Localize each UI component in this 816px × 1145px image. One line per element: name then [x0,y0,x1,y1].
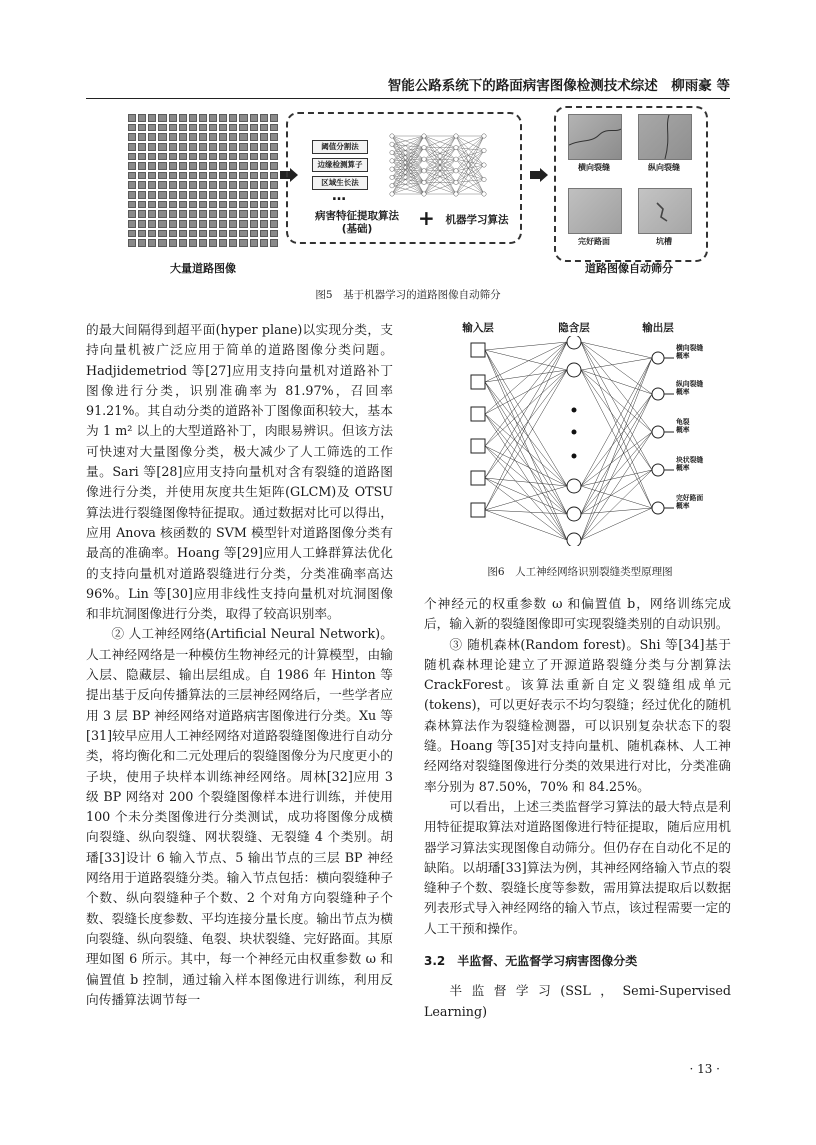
road-image-tile [148,181,156,189]
road-image-tile [128,181,136,189]
road-image-tile [169,172,177,180]
output-label: 横向裂缝 概率 [676,344,704,360]
road-image-tile [169,124,177,132]
road-image-tile [138,133,146,141]
road-image-tile [260,124,268,132]
road-image-tile [250,210,258,218]
road-image-tile [158,210,166,218]
ellipsis: … [332,188,346,204]
feature-extraction-label: 病害特征提取算法 [315,210,399,222]
road-image-tile [260,239,268,247]
hidden-layer-title: 隐含层 [558,322,590,334]
road-image-tile [199,153,207,161]
road-image-tile [209,162,217,170]
road-image-tile [250,230,258,238]
road-image-tile [158,114,166,122]
road-image-tile [260,143,268,151]
road-image-tile [260,220,268,228]
road-image-tile [229,172,237,180]
road-image-tile [138,114,146,122]
road-image-tile [229,210,237,218]
road-image-tile [239,114,247,122]
figure-5 [118,108,708,283]
road-image-tile [229,124,237,132]
road-image-tile [128,210,136,218]
road-image-tile [179,239,187,247]
feature-extraction-box [286,112,522,244]
road-image-tile [158,133,166,141]
road-image-tile [229,133,237,141]
road-image-tile [219,239,227,247]
neural-network-diagram [430,336,730,546]
road-image-tile [209,191,217,199]
arrow-right-icon [528,168,550,182]
road-image-tile [128,162,136,170]
road-image-tile [199,162,207,170]
page-number: · 13 · [689,1062,720,1076]
road-image-tile [158,191,166,199]
road-image-tile [138,201,146,209]
method-label-edge: 边缘检测算子 [312,158,368,172]
running-header: 智能公路系统下的路面病害图像检测技术综述 柳雨豪 等 [86,74,730,99]
road-image-tile [179,143,187,151]
auto-screening-label: 道路图像自动筛分 [585,262,673,275]
road-image-tile [250,162,258,170]
road-image-tile [169,114,177,122]
paragraph: ② 人工神经网络(Artificial Neural Network)。人工神经网络是一种模仿生物神经元的计算模型，由输入层、隐藏层、输出层组成。自 1986 年 Hinton 等提出基于反向传播算法的三层神经网络后，一些学者应用 3 层 BP 神经网络对道路病害图像进行分类。Xu 等[31]较早应用人工神经网络对道路裂缝图像进行自动分类，将均衡化和二元处理后的裂缝图像分为尺度更小的子块，使用子块样本训练神经网络。周林[32]应用 3 级 BP 网络对 200 个裂缝图像样本进行训练，并使用 100 个未分类图像进行分类测试，成功将图像分成横向裂缝、纵向裂缝、网状裂缝、无裂缝 4 个类别。胡璠[33]设计 6 输入节点、5 输出节点的三层 BP 神经网络用于道路裂缝分类。输入节点包括：横向裂缝种子个数、纵向裂缝种子个数、2 个对角方向裂缝种子个数、裂缝长度参数、平均连接分量长度。输出节点为横向裂缝、纵向裂缝、龟裂、块状裂缝、完好路面。其原理如图 6 所示。其中，每一个神经元由权重参数 ω 和偏置值 b 控制，通过输入样本图像进行训练，利用反向传播算法调节每一 [86,626,393,1007]
road-image-tile [169,133,177,141]
left-column [86,320,393,1010]
road-image-tile [239,239,247,247]
road-image-tile [199,230,207,238]
road-image-tile [189,162,197,170]
road-image-tile [260,133,268,141]
road-image-tile [179,172,187,180]
road-image-tile [199,114,207,122]
road-image-tile [199,201,207,209]
road-image-tile [138,181,146,189]
thumb-label-longitudinal: 纵向裂缝 [648,163,680,172]
section-heading: 3.2 半监督、无监督学习病害图像分类 [424,954,638,969]
road-image-tile [148,239,156,247]
road-image-tile [199,210,207,218]
road-image-tile [239,153,247,161]
road-image-tile [219,162,227,170]
road-image-tile [179,210,187,218]
road-image-tile [169,220,177,228]
road-image-tile [250,133,258,141]
road-image-tile [128,191,136,199]
road-image-tile [138,191,146,199]
road-image-tile [148,210,156,218]
road-image-tile [148,114,156,122]
road-image-tile [250,153,258,161]
road-image-tile [189,210,197,218]
road-image-tile [209,124,217,132]
road-image-tile [239,172,247,180]
road-image-tile [138,239,146,247]
road-image-tile [138,124,146,132]
road-image-tile [270,181,278,189]
pothole-thumbnail [638,188,692,234]
road-image-tile [148,162,156,170]
road-image-tile [209,172,217,180]
road-image-tile [239,124,247,132]
road-image-tile [229,162,237,170]
road-image-tile [158,230,166,238]
output-label: 块状裂缝 概率 [676,456,704,472]
road-image-tile [158,220,166,228]
road-image-tile [250,181,258,189]
mini-network-icon [384,130,494,200]
road-image-tile [148,220,156,228]
road-image-tile [209,210,217,218]
road-image-tile [239,230,247,238]
road-image-tile [239,201,247,209]
road-image-tile [128,143,136,151]
road-image-tile [148,143,156,151]
paragraph: ③ 随机森林(Random forest)。Shi 等[34]基于随机森林理论建立了开源道路裂缝分类与分割算法 CrackForest。该算法重新自定义裂缝组成单元(tokens)，可以更好表示不均匀裂缝；经过优化的随机森林算法作为裂缝检测器，可以识别复杂状态下的裂缝。Hoang 等[35]对支持向量机、随机森林、人工神经网络对裂缝图像进行分类的效果进行对比，分类准确率分别为 87.50%，70% 和 84.25%。 [424,636,731,794]
road-image-tile [169,191,177,199]
road-image-tile [239,191,247,199]
road-image-tile [270,220,278,228]
road-image-tile [189,239,197,247]
output-layer-title: 输出层 [642,322,674,334]
road-image-tile [219,172,227,180]
road-image-tile [270,172,278,180]
road-image-tile [219,114,227,122]
road-image-tile [209,181,217,189]
road-image-tile [260,153,268,161]
thumb-label-intact: 完好路面 [578,237,610,246]
road-image-tile [270,230,278,238]
road-image-tile [189,143,197,151]
road-image-tile [179,162,187,170]
road-image-tile [148,172,156,180]
road-image-tile [209,153,217,161]
crack-longitudinal-thumbnail [638,114,692,160]
road-image-tile [169,239,177,247]
road-image-tile [209,114,217,122]
road-image-tile [128,239,136,247]
road-image-tile [209,239,217,247]
road-image-tile [219,210,227,218]
road-image-tile [270,124,278,132]
road-image-tile [189,181,197,189]
road-image-tile [229,181,237,189]
thumb-label-transverse: 横向裂缝 [578,163,610,172]
road-image-tile [128,220,136,228]
road-image-tile [250,201,258,209]
figure-6 [430,320,730,552]
ml-algorithm-label: 机器学习算法 [445,214,509,226]
road-images-label: 大量道路图像 [170,262,236,275]
road-image-tile [270,133,278,141]
road-image-tile [148,133,156,141]
road-image-tile [219,181,227,189]
road-image-tile [239,133,247,141]
road-image-tile [179,181,187,189]
road-image-tile [189,153,197,161]
road-image-tile [128,230,136,238]
road-image-tile [189,133,197,141]
road-image-tile [138,172,146,180]
road-image-tile [148,191,156,199]
road-image-tile [169,230,177,238]
road-image-tile [169,210,177,218]
road-image-tile [158,201,166,209]
road-image-tile [250,220,258,228]
road-image-tile [250,239,258,247]
road-image-tile [179,114,187,122]
road-image-tile [128,172,136,180]
road-image-tile [158,153,166,161]
paragraph: 半监督学习(SSL，Semi-Supervised Learning) [424,983,731,1019]
road-image-tile [270,239,278,247]
road-image-tile [219,230,227,238]
road-image-tile [219,191,227,199]
road-image-tile [239,220,247,228]
road-image-tile [169,162,177,170]
road-image-tile [158,162,166,170]
method-label-region: 区域生长法 [312,176,368,190]
road-image-tile [229,153,237,161]
road-image-tile [219,220,227,228]
road-image-tile [260,162,268,170]
road-image-tile [260,172,268,180]
road-image-tile [260,210,268,218]
right-column [424,594,731,1022]
road-image-tile [179,201,187,209]
thumb-label-pothole: 坑槽 [656,237,672,246]
road-image-tile [250,143,258,151]
road-image-tile [250,172,258,180]
road-image-tile [128,124,136,132]
road-image-tile [138,162,146,170]
road-image-tile [199,239,207,247]
paragraph: 的最大间隔得到超平面(hyper plane)以实现分类，支持向量机被广泛应用于简单的道路图像分类问题。Hadjidemetriod 等[27]应用支持向量机对道路补丁图像进行分类，识别准确率为 81.97%，召回率 91.21%。其自动分类的道路补丁图像面积较大，基本为 1 m² 以上的大型道路补丁，肉眼易辨识。但该方法可快速对大量图像分类，极大减少了人工筛选的工作量。Sari 等[28]应用支持向量机对含有裂缝的道路图像进行分类，并使用灰度共生矩阵(GLCM)及 OTSU 算法进行裂缝图像特征提取。通过数据对比可以得出，应用 Anova 核函数的 SVM 模型针对道路图像分类有最高的准确率。Hoang 等[29]应用人工蜂群算法优化的支持向量机对道路裂缝进行分类，分类准确率高达 96%。Lin 等[30]应用非线性支持向量机对坑洞图像和非坑洞图像进行分类，取得了较高识别率。 [86,322,393,622]
road-image-tile [229,239,237,247]
road-image-tile [260,230,268,238]
road-image-tile [209,133,217,141]
road-image-tile [189,124,197,132]
road-image-tile [189,220,197,228]
road-image-tile [199,143,207,151]
road-image-tile [209,143,217,151]
road-image-tile [270,191,278,199]
road-image-tile [260,114,268,122]
road-image-tile [270,201,278,209]
road-image-tile [138,153,146,161]
road-image-tile [260,201,268,209]
road-image-tile [250,124,258,132]
input-layer-title: 输入层 [462,322,494,334]
road-image-tile [179,230,187,238]
road-image-tile [158,143,166,151]
road-image-tile [270,162,278,170]
road-image-tile [270,210,278,218]
road-image-tile [148,124,156,132]
road-image-tile [138,210,146,218]
road-image-tile [209,220,217,228]
crack-transverse-thumbnail [568,114,622,160]
road-image-tile [229,230,237,238]
road-image-tile [270,153,278,161]
road-image-tile [179,220,187,228]
road-image-tile [158,239,166,247]
output-label: 龟裂 概率 [676,418,690,434]
road-image-tile [138,220,146,228]
road-image-tile [179,153,187,161]
road-image-tile [219,143,227,151]
output-label: 纵向裂缝 概率 [676,380,704,396]
road-image-tile [138,230,146,238]
output-label: 完好路面 概率 [676,494,704,510]
road-image-tile [270,143,278,151]
road-image-tile [199,124,207,132]
road-image-tile [169,143,177,151]
road-image-tile [219,124,227,132]
road-image-tile [239,181,247,189]
road-image-tile [209,201,217,209]
road-image-tile [239,210,247,218]
road-image-tile [229,191,237,199]
road-image-tile [189,230,197,238]
road-image-tile [189,172,197,180]
road-image-tile [239,143,247,151]
method-label-threshold: 阈值分割法 [312,140,368,154]
feature-extraction-sublabel: (基础) [341,223,373,235]
road-image-tile [219,133,227,141]
auto-screening-box [554,106,708,262]
road-image-tile [158,124,166,132]
figure-5-caption: 图5 基于机器学习的道路图像自动筛分 [315,289,501,301]
road-image-tile [229,114,237,122]
road-image-tile [260,191,268,199]
road-image-tile [239,162,247,170]
road-image-tile [189,114,197,122]
road-image-tile [128,153,136,161]
road-image-tile [229,220,237,228]
road-image-tile [209,230,217,238]
road-image-tile [148,153,156,161]
road-image-tile [128,114,136,122]
road-image-tile [158,172,166,180]
figure-6-caption: 图6 人工神经网络识别裂缝类型原理图 [487,566,673,578]
road-image-tile [250,191,258,199]
road-image-tile [199,220,207,228]
road-image-tile [219,201,227,209]
road-image-tile [169,153,177,161]
road-image-tile [179,124,187,132]
road-image-tile [229,143,237,151]
road-image-tile [148,230,156,238]
paragraph: 个神经元的权重参数 ω 和偏置值 b，网络训练完成后，输入新的裂缝图像即可实现裂缝类别的自动识别。 [424,596,731,632]
road-image-tile [189,191,197,199]
road-image-tile [199,191,207,199]
road-image-grid [128,114,278,247]
road-image-tile [270,114,278,122]
road-image-tile [219,153,227,161]
road-image-tile [179,191,187,199]
road-image-tile [179,133,187,141]
road-image-tile [158,181,166,189]
road-image-tile [169,181,177,189]
road-image-tile [169,201,177,209]
road-image-tile [128,201,136,209]
road-image-tile [138,143,146,151]
road-image-tile [199,133,207,141]
road-image-tile [229,201,237,209]
road-image-tile [199,172,207,180]
plus-icon: + [418,206,435,230]
road-image-tile [148,201,156,209]
paragraph: 可以看出，上述三类监督学习算法的最大特点是利用特征提取算法对道路图像进行特征提取，随后应用机器学习算法实现图像自动筛分。但仍存在自动化不足的缺陷。以胡璠[33]算法为例，其神经网络输入节点的裂缝种子个数、裂缝长度等参数，需用算法提取后以数据列表形式导入神经网络的输入节点，该过程需要一定的人工干预和操作。 [424,798,731,936]
intact-road-thumbnail [568,188,622,234]
road-image-tile [199,181,207,189]
road-image-tile [260,181,268,189]
road-image-tile [250,114,258,122]
road-image-tile [128,133,136,141]
road-image-tile [189,201,197,209]
